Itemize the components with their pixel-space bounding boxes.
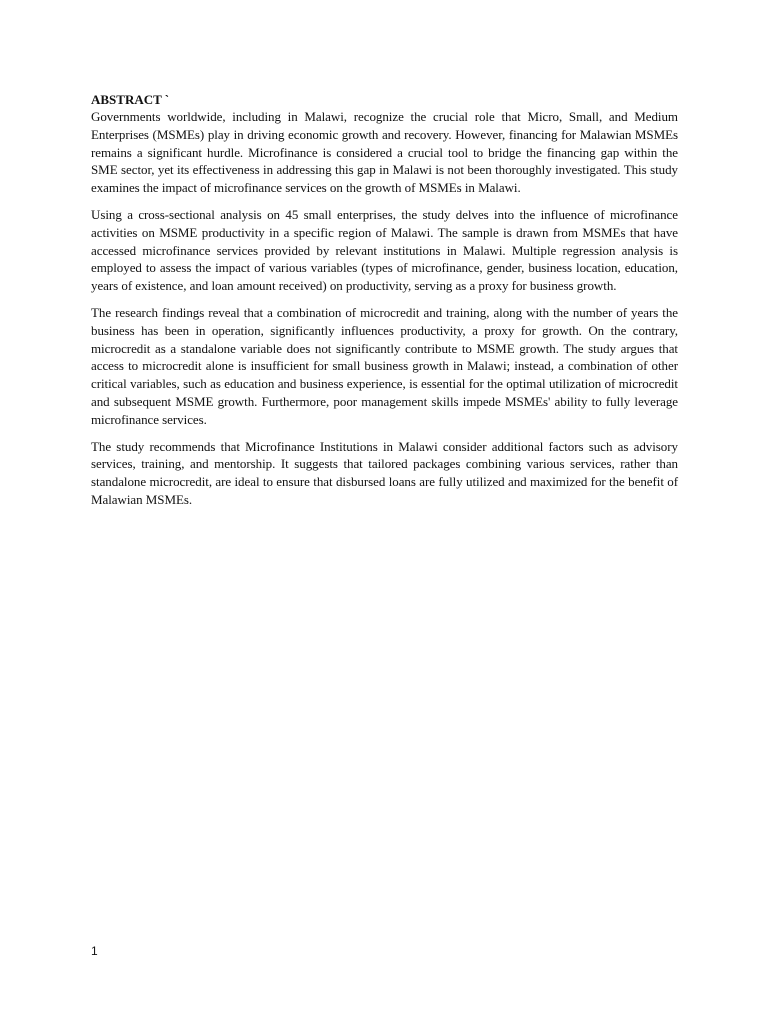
abstract-paragraph-1: Governments worldwide, including in Malawi, recognize the crucial role that Micro, Small, and Medium Enterprises (MSMEs) play in driving economic growth and recovery. However, financing for Malawian MSMEs remains a significant hurdle. Microfinance is considered a crucial tool to bridge the financing gap within the SME sector, yet its effectiveness in addressing this gap in Malawi is not been thoroughly investigated. This study examines the impact of microfinance services on the growth of MSMEs in Malawi. (91, 109, 678, 196)
page-number: 1 (91, 944, 98, 958)
abstract-paragraph-3: The research findings reveal that a combination of microcredit and training, along with the number of years the business has been in operation, significantly influences productivity, a proxy for growth. On the contrary, microcredit as a standalone variable does not significantly contribute to MSME growth. The study argues that access to microcredit alone is insufficient for small business growth in Malawi; instead, a combination of other critical variables, such as education and business experience, is essential for the optimal utilization of microcredit and subsequent MSME growth. Furthermore, poor management skills impede MSMEs' ability to fully leverage microfinance services. (91, 304, 678, 427)
abstract-heading: ABSTRACT ` (91, 92, 170, 107)
abstract-section (91, 93, 678, 518)
abstract-paragraph-2: Using a cross-sectional analysis on 45 small enterprises, the study delves into the influence of microfinance activities on MSME productivity in a specific region of Malawi. The sample is drawn from MSMEs that have accessed microfinance services provided by relevant institutions in Malawi. Multiple regression analysis is employed to assess the impact of various variables (types of microfinance, gender, business location, education, years of existence, and loan amount received) on productivity, serving as a proxy for business growth. (91, 206, 678, 294)
abstract-paragraph-4: The study recommends that Microfinance Institutions in Malawi consider additional factors such as advisory services, training, and mentorship. It suggests that tailored packages combining various services, rather than standalone microcredit, are ideal to ensure that disbursed loans are fully utilized and maximized for the benefit of Malawian MSMEs. (91, 438, 678, 507)
